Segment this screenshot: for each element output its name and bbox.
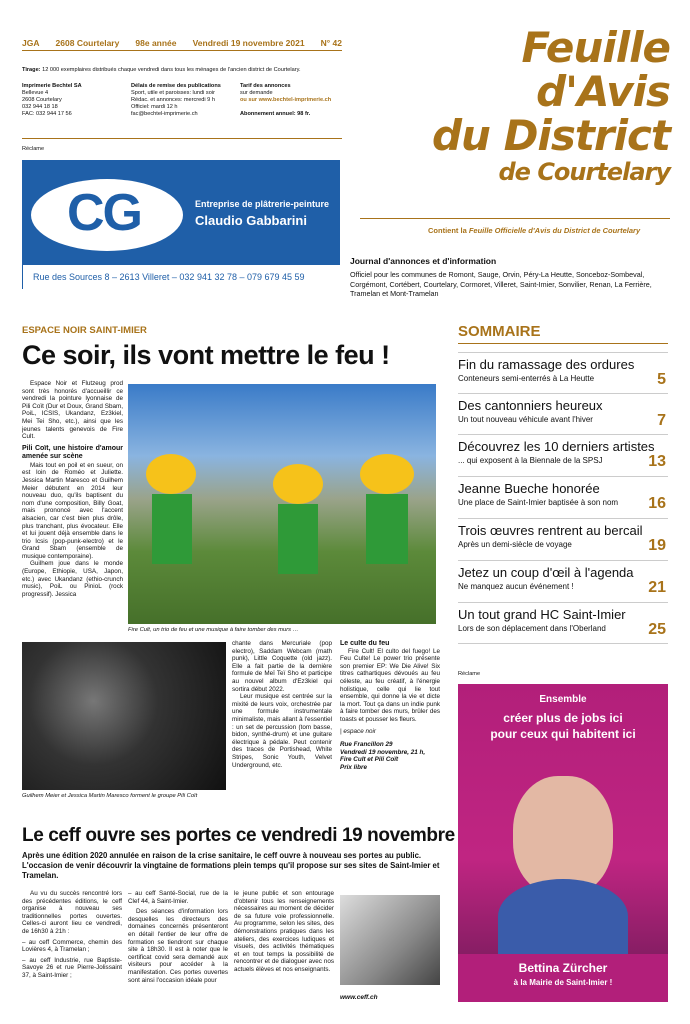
a1-sig: | espace noir: [340, 727, 376, 735]
imp-2: 2608 Courtelary: [22, 97, 62, 103]
pili-coit-photo: [22, 642, 226, 790]
header-bar: [22, 38, 342, 48]
item-sub: Conteneurs semi-enterrés à La Heutte: [458, 374, 595, 383]
postal: 2608 Courtelary: [55, 38, 120, 48]
tar-2[interactable]: ou sur www.bechtel-imprimerie.ch: [240, 97, 332, 103]
imp-3: 032 944 18 18: [22, 104, 58, 110]
ad2-l1: Ensemble: [539, 694, 587, 705]
item-sub: Ne manquez aucun événement !: [458, 582, 574, 591]
item-sub: ... qui exposent à la Biennale de la SPSJ: [458, 456, 603, 465]
portrait: [513, 776, 613, 896]
del-3: Officiel: mardi 12 h: [131, 104, 178, 110]
imp-1: Bellevue 4: [22, 90, 49, 96]
reclame-label: Réclame: [458, 671, 481, 677]
date: Vendredi 19 novembre 2021: [192, 38, 305, 48]
tirage-label: Tirage:: [22, 67, 41, 73]
item-sub: Un tout nouveau véhicule avant l'hiver: [458, 415, 593, 424]
del-2: Rédac. et annonces: mercredi 9 h: [131, 97, 215, 103]
sommaire-item[interactable]: [458, 560, 668, 596]
abonnement: Abonnement annuel: 98 fr.: [240, 111, 311, 117]
item-page: 13: [648, 453, 666, 470]
article2-col3: le jeune public et son entourage d'obtenir tous les renseignements nécessaires au moment de décider de sa future voie professionnelle. Au programme, selon les sites, des démonstrations pratiques dans les ateliers, des exercices ludiques et visuels, des activités thématiques et en tout temps la possibilité de rencontrer et de dialoguer avec nos actuels élèves et nos enseignants.: [234, 890, 334, 973]
issue-number: N° 42: [320, 38, 342, 48]
masthead-l4: de Courtelary: [498, 158, 670, 186]
item-page: 19: [648, 537, 666, 554]
item-sub: Lors de son déplacement dans l'Oberland: [458, 624, 606, 633]
item-page: 5: [657, 371, 666, 388]
sommaire-item[interactable]: [458, 434, 668, 470]
item-title: Jeanne Bueche honorée: [458, 481, 600, 496]
tag-em: Feuille Officielle d'Avis du District de Courtelary: [468, 226, 641, 235]
divider: [22, 138, 342, 139]
item-title: Un tout grand HC Saint-Imier: [458, 607, 626, 622]
journal-title: Journal d'annonces et d'information: [350, 256, 497, 266]
a1-sub2: Le culte du feu: [340, 640, 390, 647]
article1-col3: [340, 640, 440, 810]
ad1-address: Rue des Sources 8 – 2613 Villeret – 032 941 32 78 – 079 679 45 59: [33, 272, 305, 282]
masthead: [360, 23, 670, 186]
a2-c1c: – au ceff Industrie, rue Baptiste-Savoye 26 et rue Pierre-Jolissaint 37, à Saint-Imier ;: [22, 956, 122, 979]
a2-c2a: – au ceff Santé-Social, rue de la Clef 44, à Saint-Imier.: [128, 890, 228, 905]
ceff-url[interactable]: www.ceff.ch: [340, 994, 378, 1001]
a1-p5: Leur musique est centrée sur la mixité de leurs voix, orchestrée par une formule instrumentale minimaliste, mais allant à l'essentiel : un set de percussion (tom basse, bidon, synthé-drum) et une guitare électrique à pédale. Peut contenir des traces de Portishead, White Stripes, Sonic Youth, Velvet Underground, etc.: [232, 693, 332, 769]
a1-p1: Espace Noir et Flutzeug prod sont très honorés d'accueillir ce vendredi la pointure lyonnaise de Pili Coït (Dur et Doux, Grand Sbam, PoiL, ICSIS, Ukandanz, Ez3kiel, Mei Tei Sho, etc.), ainsi que les jeunes talents genevois de Fire Cult.: [22, 380, 123, 441]
a2-c1b: – au ceff Commerce, chemin des Lovières 4, à Tramelan ;: [22, 938, 122, 954]
info-2: Fire Cult et Pili Coït: [340, 756, 399, 764]
article1-kicker: ESPACE NOIR SAINT-IMIER: [22, 325, 147, 336]
sommaire-item[interactable]: [458, 476, 668, 512]
imp-4: FAC: 032 944 17 56: [22, 111, 72, 117]
sommaire-item[interactable]: [458, 352, 668, 388]
tar-1: sur demande: [240, 90, 273, 96]
del-0: Délais de remise des publications: [131, 83, 221, 89]
a1-p6: Fire Cult! El culto del fuego! Le Feu Culte! Le power trio présente son premier EP: We Die Alive! Six titres cathartiques dévoués au feu céleste, au feu créatif, à l'énergie holistique, celle qui lie tout ensemble, qui donne la vie et dicte la mort. Tout ça dans un indie punk à faire tomber des murs, brûler des toasts et pousser les fleurs.: [340, 647, 440, 723]
tirage-text: 12 000 exemplaires distribués chaque vendredi dans tous les ménages de l'ancien district de Courtelary.: [40, 67, 301, 73]
tirage: [22, 67, 352, 74]
masthead-tagline: [428, 226, 640, 235]
zurcher-ad[interactable]: [458, 684, 668, 1002]
masthead-l1: Feuille: [521, 23, 670, 72]
ad1-line2: Claudio Gabbarini: [195, 213, 307, 228]
item-title: Jetez un coup d'œil à l'agenda: [458, 565, 634, 580]
caption1: Fire Cult, un trio de feu et une musique à faire tomber des murs …: [128, 627, 299, 633]
item-page: 7: [657, 412, 666, 429]
imprimerie: [22, 83, 122, 118]
del-1: Sport, utile et paroisses: lundi soir: [131, 90, 215, 96]
article2-col1: [22, 890, 122, 1010]
item-title: Découvrez les 10 derniers artistes: [458, 439, 655, 454]
tarif: [240, 83, 360, 118]
a2-c2: Des séances d'information lors desquelles les directeurs des domaines concernés présenteront en détail l'entier de leur offre de formation se tiendront sur chaque site à 18h30. Il est à noter que le certificat covid sera demandé aux visiteurs pour accéder à la manifestation. Ces portes ouvertes sont ainsi l'occasion idéale pour: [128, 908, 228, 984]
a1-p4: chante dans Mercuriale (pop electro), Saddam Webcam (math punk), Little Coquette (old jazz). Elle a fait partie de la dernière formule de Meï Teï Sho et participe au nouvel album d'Ez3kiel qui sortira début 2022.: [232, 640, 332, 693]
ad2-l3: pour ceux qui habitent ici: [490, 727, 636, 741]
logo-cg: CG: [67, 184, 141, 242]
info-1: Vendredi 19 novembre, 21 h,: [340, 748, 426, 756]
article2-lead: Après une édition 2020 annulée en raison de la crise sanitaire, le ceff ouvre à nouveau ses portes au public. L'occasion de venir découvrir la vingtaine de formations plein temps qu'il propose sur ses sites de Saint-Imier et Tramelan.: [22, 851, 440, 880]
sommaire-item[interactable]: [458, 602, 668, 644]
del-4: fac@bechtel-imprimerie.ch: [131, 111, 198, 117]
article1-title: Ce soir, ils vont mettre le feu !: [22, 340, 390, 370]
article1-col2: [232, 640, 332, 810]
a1-p3: Guilhem joue dans le monde (Europe, Ethiopie, USA, Japon, etc.) avec Ukandanz (ethio-crunch music), PoiL ou PinioL (rock progressif). Jessica: [22, 560, 123, 598]
item-title: Des cantonniers heureux: [458, 398, 603, 413]
abbr: JGA: [22, 38, 40, 48]
item-title: Trois œuvres rentrent au bercail: [458, 523, 643, 538]
item-title: Fin du ramassage des ordures: [458, 357, 635, 372]
ad2-name: Bettina Zürcher: [518, 961, 608, 975]
divider: [458, 343, 668, 344]
delais: [131, 83, 241, 118]
item-sub: Une place de Saint-Imier baptisée à son nom: [458, 498, 619, 507]
ceff-photo: [340, 895, 440, 985]
info-3: Prix libre: [340, 763, 367, 771]
caption2: Guilhem Meier et Jessica Martin Maresco forment le groupe Pili Coït: [22, 793, 198, 799]
tar-0: Tarif des annonces: [240, 83, 291, 89]
a1-sub1: Pili Coït, une histoire d'amour amenée sur scène: [22, 444, 123, 461]
imp-0: Imprimerie Bechtel SA: [22, 83, 82, 89]
ad1-line1: Entreprise de plâtrerie-peinture: [195, 199, 330, 209]
gabbarini-ad[interactable]: [22, 160, 340, 289]
info-0: Rue Francillon 29: [340, 741, 393, 749]
journal-text: Officiel pour les communes de Romont, Sauge, Orvin, Péry-La Heutte, Sonceboz-Sombeval, Corgémont, Cortébert, Courtelary, Cormoret, Villeret, Saint-Imier, Sonvilier, Renan, La Ferrière, Tramelan et Mont-Tramelan: [350, 270, 652, 298]
masthead-l3: du District: [431, 111, 670, 160]
sommaire-item[interactable]: [458, 518, 668, 554]
item-page: 21: [648, 579, 666, 596]
a1-p2: Mais tout en poil et en sueur, on est loin de Roméo et Juliette. Jessica Martin Maresco et Guilhem Meier débutent en 2014 leur nouveau duo, qu'ils baptisent du nom d'une composition, Billy Goat, mais prononcé avec l'accent alsacien, car c'est bien plus drôle, plus tranchant, plus évocateur. Elle et lui jouent déjà ensemble dans le trio Icsis (pop-punk-electro) et le Grand Sbam (ensemble de musique contemporaine).: [22, 461, 123, 560]
tag-pre: Contient la: [428, 226, 469, 235]
sommaire-item[interactable]: [458, 393, 668, 429]
fire-cult-photo: [128, 384, 436, 624]
article2-col2: [128, 890, 228, 1010]
year: 98e année: [135, 38, 177, 48]
a1-info: [340, 741, 440, 771]
ad2-l2: créer plus de jobs ici: [503, 711, 623, 725]
divider: [360, 218, 670, 219]
reclame-label: Réclame: [22, 146, 45, 152]
a2-c1: Au vu du succès rencontré lors des précédentes éditions, le ceff organise à nouveau ses traditionnelles portes ouvertes. Celles-ci auront lieu ce vendredi, de 16h30 à 21h :: [22, 890, 122, 935]
item-page: 25: [648, 621, 666, 638]
sommaire-title: SOMMAIRE: [458, 323, 541, 340]
masthead-l2: d'Avis: [536, 67, 670, 116]
article2-title: Le ceff ouvre ses portes ce vendredi 19 novembre: [22, 825, 455, 846]
divider: [22, 50, 342, 51]
item-sub: Après un demi-siècle de voyage: [458, 540, 572, 549]
ad2-sub: à la Mairie de Saint-Imier !: [513, 978, 613, 987]
article1-col1: [22, 380, 123, 630]
item-page: 16: [648, 495, 666, 512]
